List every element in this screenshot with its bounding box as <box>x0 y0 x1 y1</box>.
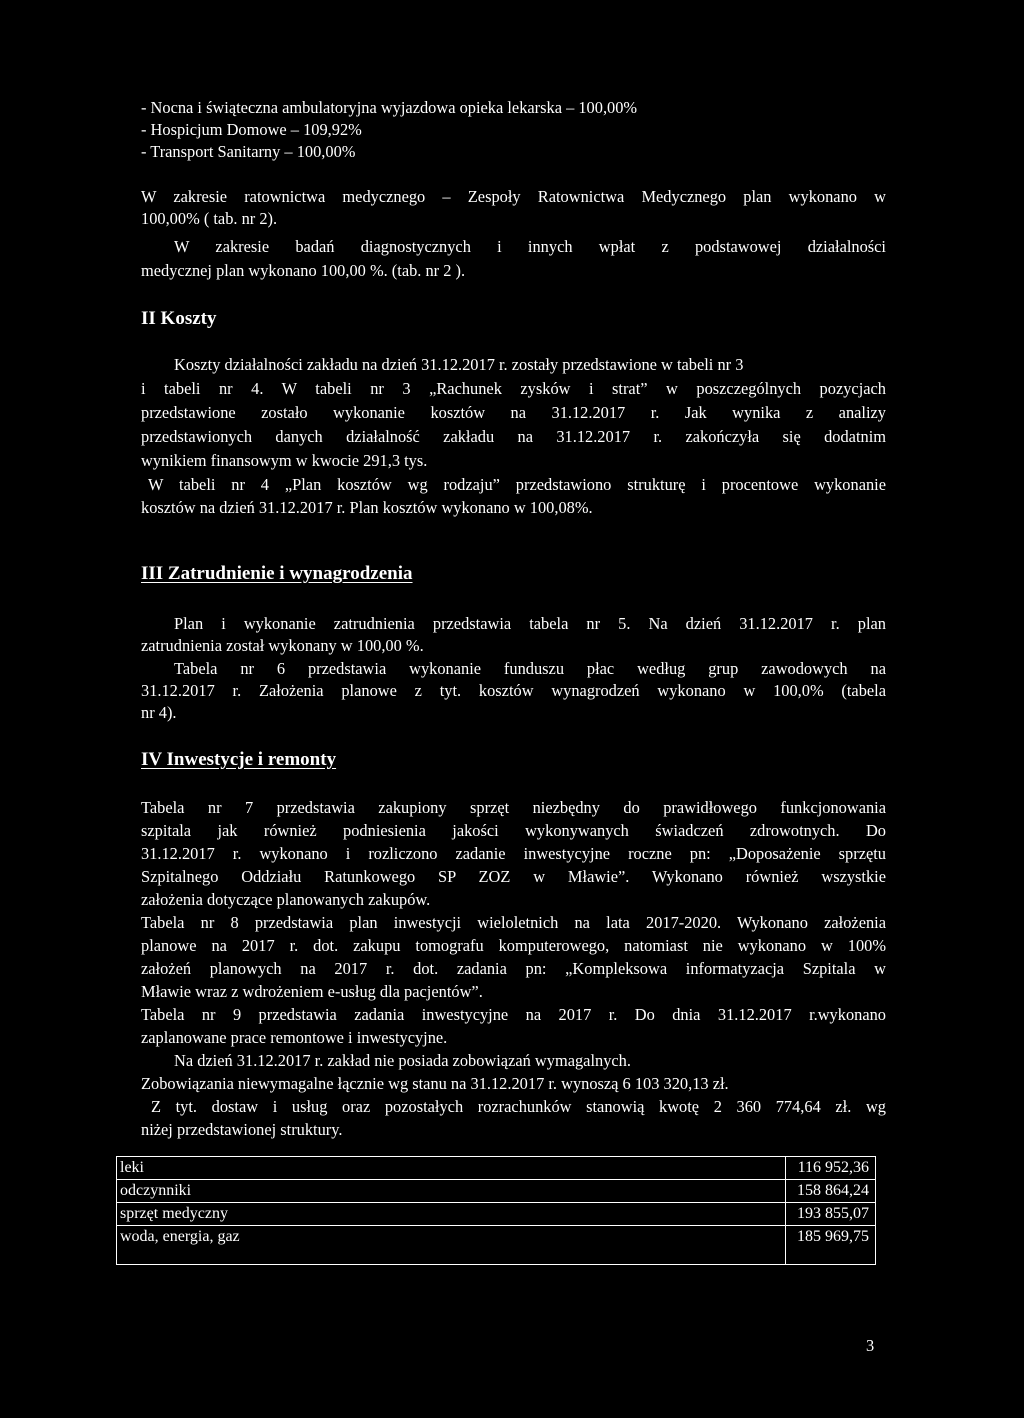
table-row <box>117 1157 876 1180</box>
list-item: - Hospicjum Domowe – 109,92% <box>141 120 362 139</box>
paragraph-line: szpitala jak również podniesienia jakości wykonywanych świadczeń zdrowotnych. Do <box>141 821 886 840</box>
paragraph-line: Koszty działalności zakładu na dzień 31.12.2017 r. zostały przedstawione w tabeli nr 3 <box>174 355 744 374</box>
paragraph-line: Z tyt. dostaw i usług oraz pozostałych rozrachunków stanowią kwotę 2 360 774,64 zł. wg <box>151 1097 886 1116</box>
paragraph-line: W zakresie badań diagnostycznych i innych wpłat z podstawowej działalności <box>174 237 886 256</box>
paragraph-line: 31.12.2017 r. wykonano i rozliczono zadanie inwestycyjne roczne pn: „Doposażenie sprzętu <box>141 844 886 863</box>
table-row <box>117 1203 876 1226</box>
list-item: - Nocna i świąteczna ambulatoryjna wyjazdowa opieka lekarska – 100,00% <box>141 98 638 117</box>
paragraph-line: nr 4). <box>141 703 177 722</box>
paragraph-line: założeń planowych na 2017 r. dot. zadania pn: „Kompleksowa informatyzacja Szpitala w <box>141 959 886 978</box>
paragraph-line: Tabela nr 9 przedstawia zadania inwestycyjne na 2017 r. Do dnia 31.12.2017 r.wykonano <box>141 1005 886 1024</box>
paragraph-line: niżej przedstawionej struktury. <box>141 1120 343 1139</box>
table-row <box>117 1180 876 1203</box>
paragraph-line: Na dzień 31.12.2017 r. zakład nie posiada zobowiązań wymagalnych. <box>174 1051 631 1070</box>
table-cell-value: 116 952,36 <box>786 1157 876 1180</box>
paragraph-line: kosztów na dzień 31.12.2017 r. Plan kosztów wykonano w 100,08%. <box>141 498 593 517</box>
paragraph-line: medycznej plan wykonano 100,00 %. (tab. nr 2 ). <box>141 261 466 280</box>
paragraph-line: i tabeli nr 4. W tabeli nr 3 „Rachunek zysków i strat” w poszczególnych pozycjach <box>141 379 886 398</box>
paragraph-line: 31.12.2017 r. Założenia planowe z tyt. kosztów wynagrodzeń wykonano w 100,0% (tabela <box>141 681 886 700</box>
table-cell-label: woda, energia, gaz <box>117 1226 786 1265</box>
paragraph-line: Mławie wraz z wdrożeniem e-usług dla pacjentów”. <box>141 982 483 1001</box>
section-heading-investments: IV Inwestycje i remonty <box>141 749 337 770</box>
paragraph-line: Szpitalnego Oddziału Ratunkowego SP ZOZ w Mławie”. Wykonano również wszystkie <box>141 867 886 886</box>
paragraph-line: założenia dotyczące planowanych zakupów. <box>141 890 431 909</box>
section-heading-employment: III Zatrudnienie i wynagrodzenia <box>141 563 413 584</box>
page-number: 3 <box>866 1336 875 1355</box>
paragraph-line: wynikiem finansowym w kwocie 291,3 tys. <box>141 451 428 470</box>
paragraph-line: Tabela nr 8 przedstawia plan inwestycji wieloletnich na lata 2017-2020. Wykonano założenia <box>141 913 886 932</box>
table-cell-label: odczynniki <box>117 1180 786 1203</box>
table-cell-label: leki <box>117 1157 786 1180</box>
paragraph-line: planowe na 2017 r. dot. zakupu tomografu komputerowego, natomiast nie wykonano w 100% <box>141 936 886 955</box>
liabilities-table <box>116 1156 876 1265</box>
paragraph-line: Zobowiązania niewymagalne łącznie wg stanu na 31.12.2017 r. wynoszą 6 103 320,13 zł. <box>141 1074 729 1093</box>
paragraph-line: przedstawionych danych działalność zakładu na 31.12.2017 r. zakończyła się dodatnim <box>141 427 886 446</box>
table-cell-value: 185 969,75 <box>786 1226 876 1265</box>
section-heading-costs: II Koszty <box>141 308 217 329</box>
paragraph-line: przedstawione zostało wykonanie kosztów na 31.12.2017 r. Jak wynika z analizy <box>141 403 886 422</box>
paragraph-line: W zakresie ratownictwa medycznego – Zespoły Ratownictwa Medycznego plan wykonano w <box>141 187 886 206</box>
table-cell-value: 193 855,07 <box>786 1203 876 1226</box>
paragraph-line: 100,00% ( tab. nr 2). <box>141 209 278 228</box>
table-row <box>117 1226 876 1265</box>
paragraph-line: zatrudnienia został wykonany w 100,00 %. <box>141 636 424 655</box>
list-item: - Transport Sanitarny – 100,00% <box>141 142 356 161</box>
paragraph-line: W tabeli nr 4 „Plan kosztów wg rodzaju” przedstawiono strukturę i procentowe wykonanie <box>148 475 886 494</box>
paragraph-line: zaplanowane prace remontowe i inwestycyjne. <box>141 1028 448 1047</box>
paragraph-line: Tabela nr 7 przedstawia zakupiony sprzęt niezbędny do prawidłowego funkcjonowania <box>141 798 886 817</box>
paragraph-line: Plan i wykonanie zatrudnienia przedstawia tabela nr 5. Na dzień 31.12.2017 r. plan <box>174 614 886 633</box>
table-cell-label: sprzęt medyczny <box>117 1203 786 1226</box>
paragraph-line: Tabela nr 6 przedstawia wykonanie funduszu płac według grup zawodowych na <box>174 659 886 678</box>
table-cell-value: 158 864,24 <box>786 1180 876 1203</box>
